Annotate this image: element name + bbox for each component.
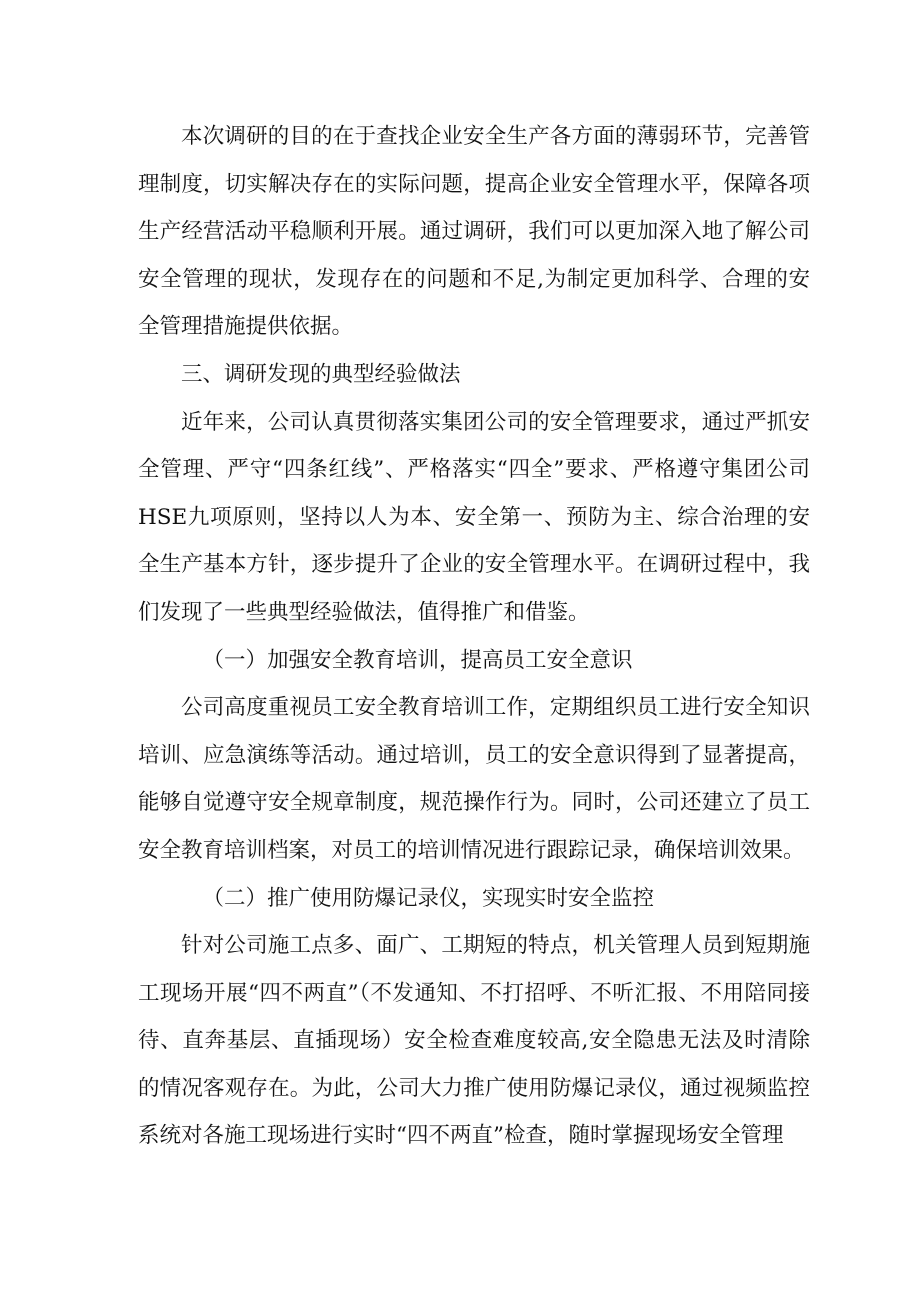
paragraph-recent-years: 近年来，公司认真贯彻落实集团公司的安全管理要求，通过严抓安全管理、严守“四条红线”、严格落实“四全”要求、严格遵守集团公司HSE九项原则，坚持以人为本、安全第一、预防为主、综合治理的安全生产基本方针，逐步提升了企业的安全管理水平。在调研过程中，我们发现了一些典型经验做法，值得推广和借鉴。 [138,409,810,625]
paragraph-safety-training: 公司高度重视员工安全教育培训工作，定期组织员工进行安全知识培训、应急演练等活动。通过培训，员工的安全意识得到了显著提高，能够自觉遵守安全规章制度，规范操作行为。同时，公司还建立了员工安全教育培训档案，对员工的培训情况进行跟踪记录，确保培训效果。 [138,695,810,863]
section-heading-typical-experience: 三、调研发现的典型经验做法 [181,361,461,387]
subheading-explosion-proof-recorder: （二）推广使用防爆记录仪，实现实时安全监控 [202,885,655,911]
paragraph-explosion-proof-recorder: 针对公司施工点多、面广、工期短的特点，机关管理人员到短期施工现场开展“四不两直”（不发通知、不打招呼、不听汇报、不用陪同接待、直奔基层、直插现场）安全检查难度较高,安全隐患无法及时清除的情况客观存在。为此，公司大力推广使用防爆记录仪，通过视频监控系统对各施工现场进行实时“四不两直”检查，随时掌握现场安全管理 [138,933,810,1149]
document-page [138,113,810,1160]
paragraph-purpose: 本次调研的目的在于查找企业安全生产各方面的薄弱环节，完善管理制度，切实解决存在的实际问题，提高企业安全管理水平，保障各项生产经营活动平稳顺利开展。通过调研，我们可以更加深入地了解公司安全管理的现状，发现存在的问题和不足,为制定更加科学、合理的安全管理措施提供依据。 [138,124,810,340]
subheading-safety-training: （一）加强安全教育培训，提高员工安全意识 [202,647,633,673]
